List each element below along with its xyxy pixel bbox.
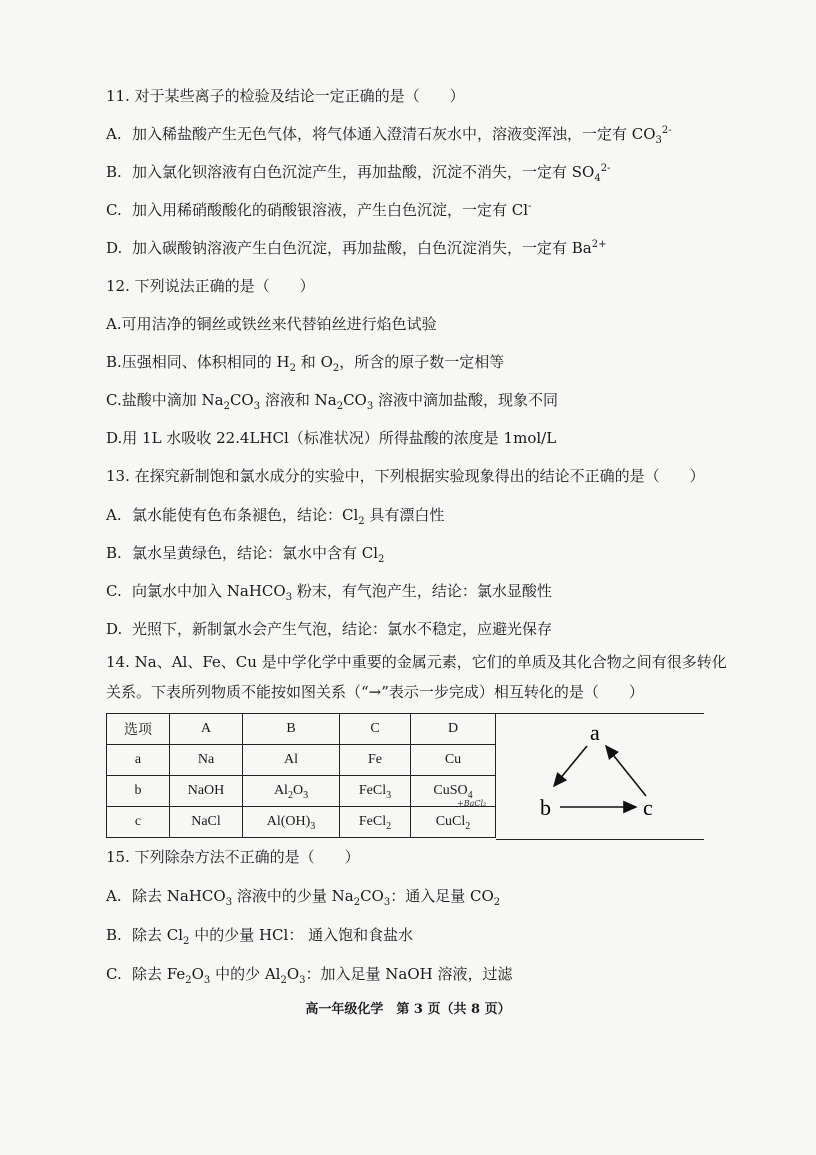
superscript: 2-	[661, 125, 672, 136]
subscript: 3	[310, 820, 316, 832]
q11-option-d	[106, 238, 607, 258]
option-letter: C.	[106, 965, 122, 983]
q13-option-a	[106, 505, 444, 525]
q13-option-c	[106, 581, 552, 601]
text: 和 O	[296, 353, 333, 371]
text: 光照下，新制氯水会产生气泡，结论：氯水不稳定，应避光保存	[132, 620, 553, 638]
text: FeCl	[358, 814, 387, 829]
subscript: 2	[353, 897, 361, 908]
table-cell	[340, 807, 411, 838]
q13-option-b	[106, 543, 384, 563]
table-cell: Na	[170, 745, 243, 776]
table-row	[107, 714, 496, 745]
conversion-triangle-diagram	[496, 713, 704, 840]
text: 向氯水中加入 NaHCO	[132, 582, 286, 600]
table-cell: Cu	[411, 745, 496, 776]
text: CO	[229, 391, 254, 409]
option-text: 加入稀盐酸产生无色气体，将气体通入澄清石灰水中，溶液变浑浊，一定有 CO	[132, 125, 656, 143]
text: ：通入足量 CO	[390, 887, 494, 905]
q13-stem: 13. 在探究新制饱和氯水成分的实验中，下列根据实验现象得出的结论不正确的是（ ）	[106, 467, 705, 485]
arrow-a-to-b	[554, 746, 587, 786]
text: CO	[360, 887, 384, 905]
table-cell: NaCl	[170, 807, 243, 838]
q11-option-b	[106, 162, 610, 182]
superscript: 2+	[591, 239, 607, 250]
text: B.压强相同、体积相同的 H	[106, 353, 290, 371]
q12-option-b	[106, 352, 504, 372]
q11-stem: 11. 对于某些离子的检验及结论一定正确的是（ ）	[106, 87, 465, 105]
option-letter: D.	[106, 620, 123, 638]
table-cell: Al	[243, 745, 340, 776]
text: Al(OH)	[266, 814, 311, 829]
subscript: 2	[183, 936, 190, 947]
text: Al	[273, 783, 288, 798]
q11-option-a	[106, 124, 672, 144]
table-header-cell: 选项	[107, 714, 170, 745]
text: 除去 Fe	[132, 965, 186, 983]
option-text: 加入氯化钡溶液有白色沉淀产生，再加盐酸，沉淀不消失，一定有 SO	[132, 163, 595, 181]
text: FeCl	[358, 783, 387, 798]
q14-options-table	[106, 713, 496, 838]
option-letter: B.	[106, 163, 122, 181]
subscript: 3	[299, 975, 306, 986]
text: 除去 NaHCO	[132, 887, 226, 905]
subscript: 3	[285, 592, 293, 603]
subscript: 3	[203, 975, 211, 986]
subscript: 2	[493, 897, 501, 908]
table-header-cell: B	[243, 714, 340, 745]
q13-option-d	[106, 619, 552, 639]
option-letter: C.	[106, 582, 122, 600]
table-header-cell: A	[170, 714, 243, 745]
text: O	[286, 965, 300, 983]
text: C.盐酸中滴加 Na	[106, 391, 224, 409]
table-row	[107, 776, 496, 807]
text: 氯水能使有色布条褪色，结论：Cl	[132, 506, 359, 524]
text: 溶液中的少量 Na	[232, 887, 354, 905]
q11-option-c	[106, 200, 531, 220]
text: 具有漂白性	[364, 506, 445, 524]
table-cell	[243, 776, 340, 807]
subscript: 2	[223, 401, 230, 412]
q12-stem: 12. 下列说法正确的是（ ）	[106, 277, 315, 295]
table-cell	[243, 807, 340, 838]
subscript: 2	[280, 975, 287, 986]
table-cell: c	[107, 807, 170, 838]
table-header-cell: D	[411, 714, 496, 745]
table-cell	[340, 776, 411, 807]
q14-stem-line-1: 14. Na、Al、Fe、Cu 是中学化学中重要的金属元素，它们的单质及其化合物之间有很多转化	[106, 653, 727, 671]
option-text: 加入碳酸钠溶液产生白色沉淀，再加盐酸，白色沉淀消失，一定有 Ba	[132, 239, 592, 257]
superscript: -	[528, 201, 532, 212]
subscript: 2	[332, 363, 340, 374]
subscript: 3	[383, 897, 391, 908]
subscript: 3	[366, 401, 374, 412]
text: 溶液中滴加盐酸，现象不同	[373, 391, 559, 409]
text: CO	[343, 391, 367, 409]
table-row	[107, 745, 496, 776]
q14-stem-line-2: 关系。下表所列物质不能按如图关系（“→”表示一步完成）相互转化的是（ ）	[106, 683, 644, 701]
text: 除去 Cl	[132, 926, 184, 944]
subscript: 2	[465, 820, 471, 832]
handwritten-note: +BaCl₂	[457, 799, 487, 808]
table-cell: b	[107, 776, 170, 807]
subscript: 4	[467, 789, 473, 801]
subscript: 2	[386, 820, 392, 832]
q12-option-a: A.可用洁净的铜丝或铁丝来代替铂丝进行焰色试验	[106, 315, 437, 333]
table-cell: NaOH	[170, 776, 243, 807]
option-letter: A.	[106, 887, 122, 905]
text: 中的少 Al	[210, 965, 281, 983]
subscript: 2	[378, 554, 385, 565]
node-a: a	[590, 720, 600, 745]
superscript: 2-	[600, 163, 611, 174]
option-letter: D.	[106, 239, 123, 257]
text: CuSO	[433, 783, 468, 798]
table-cell: Fe	[340, 745, 411, 776]
page-footer: 高一年级化学 第 3 页（共 8 页）	[305, 1002, 511, 1017]
text: CuCl	[435, 814, 466, 829]
node-c: c	[643, 795, 653, 820]
table-cell	[411, 807, 496, 838]
text: 氯水呈黄绿色，结论：氯水中含有 Cl	[132, 544, 379, 562]
node-b: b	[540, 795, 551, 820]
table-cell: a	[107, 745, 170, 776]
q12-option-c	[106, 390, 558, 410]
text: O	[292, 783, 304, 798]
subscript: 4	[594, 173, 601, 184]
q15-option-b	[106, 925, 413, 945]
arrow-c-to-a	[606, 746, 646, 796]
subscript: 2	[289, 363, 297, 374]
q15-option-a	[106, 886, 500, 906]
subscript: 3	[303, 789, 309, 801]
text: 中的少量 HCl： 通入饱和食盐水	[189, 926, 414, 944]
table-row	[107, 807, 496, 838]
text: ，所含的原子数一定相等	[339, 353, 505, 371]
subscript: 2	[287, 789, 293, 801]
text: 粉末，有气泡产生，结论：氯水显酸性	[292, 582, 552, 600]
subscript: 2	[358, 516, 365, 527]
text: 溶液和 Na	[260, 391, 337, 409]
option-letter: B.	[106, 926, 122, 944]
subscript: 3	[655, 135, 662, 146]
triangle-svg	[496, 714, 704, 839]
text: O	[191, 965, 204, 983]
text: ：加入足量 NaOH 溶液，过滤	[305, 965, 513, 983]
q15-option-c	[106, 964, 513, 984]
option-letter: A.	[106, 506, 122, 524]
option-text: 加入用稀硝酸酸化的硝酸银溶液，产生白色沉淀，一定有 Cl	[132, 201, 529, 219]
q15-stem: 15. 下列除杂方法不正确的是（ ）	[106, 848, 360, 866]
subscript: 3	[225, 897, 233, 908]
subscript: 3	[386, 789, 392, 801]
subscript: 3	[253, 401, 261, 412]
option-letter: C.	[106, 201, 122, 219]
table-header-cell: C	[340, 714, 411, 745]
option-letter: A.	[106, 125, 122, 143]
option-letter: B.	[106, 544, 122, 562]
subscript: 2	[336, 401, 344, 412]
q12-option-d: D.用 1L 水吸收 22.4LHCl（标准状况）所得盐酸的浓度是 1mol/L	[106, 429, 557, 447]
subscript: 2	[185, 975, 192, 986]
